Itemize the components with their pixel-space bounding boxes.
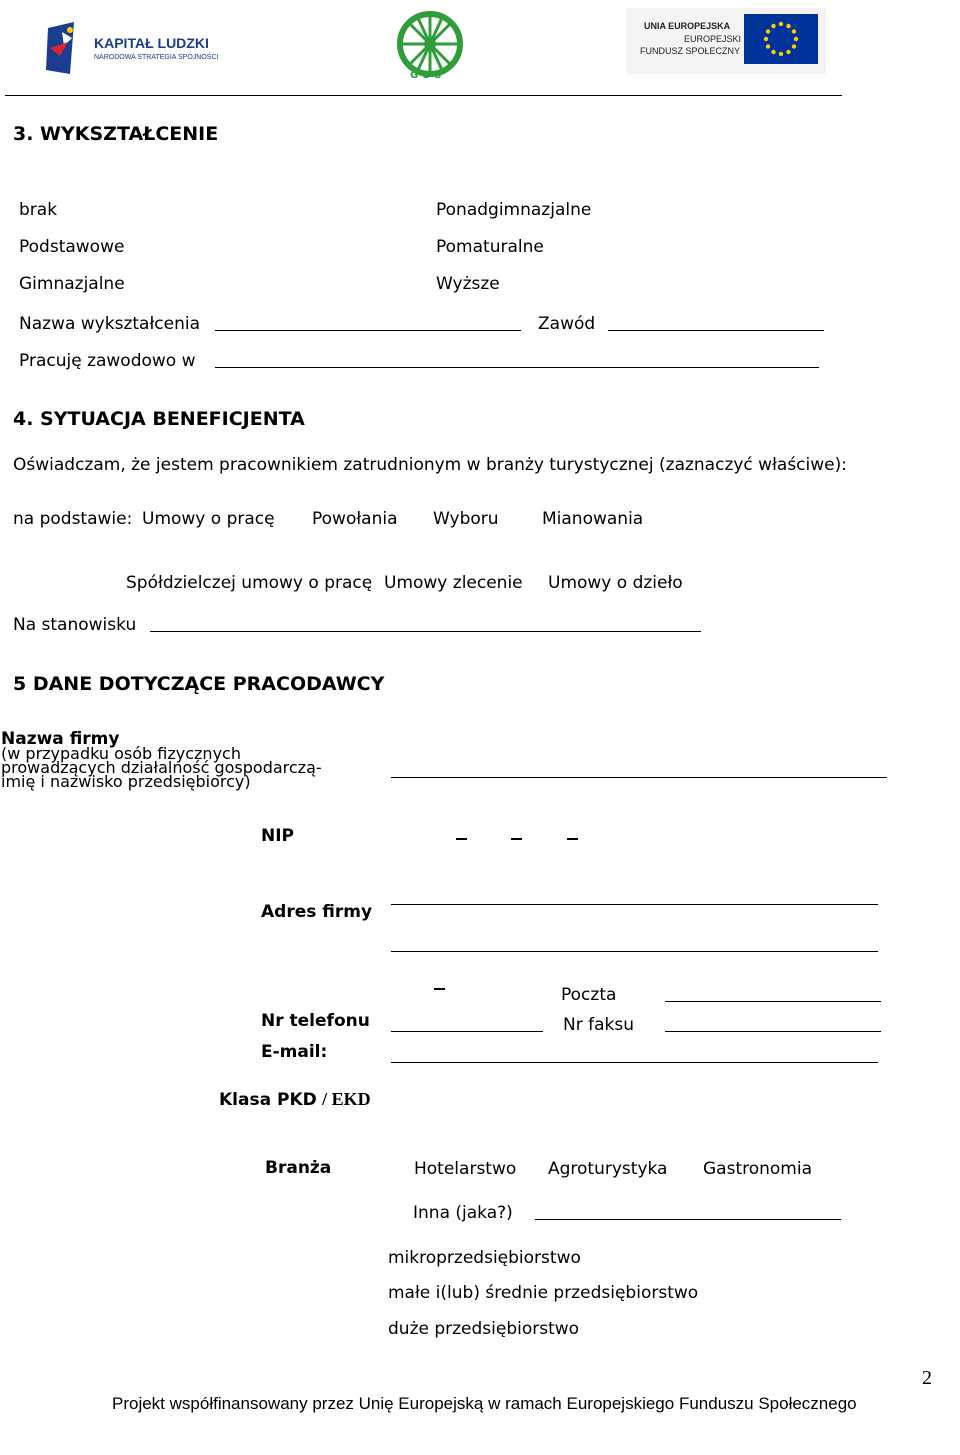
basis-option-mianowania[interactable]: Mianowania xyxy=(542,509,644,529)
size-option-large[interactable]: duże przedsiębiorstwo xyxy=(388,1319,580,1339)
email-field[interactable] xyxy=(391,1062,878,1063)
eu-star-icon xyxy=(771,24,775,28)
section-5-title: 5 DANE DOTYCZĄCE PRACODAWCY xyxy=(13,673,385,695)
eu-logo-line3: FUNDUSZ SPOŁECZNY xyxy=(640,46,741,56)
header-divider xyxy=(5,95,842,96)
education-option-wyzsze[interactable]: Wyższe xyxy=(436,274,500,294)
basis-option-zlecenie[interactable]: Umowy zlecenie xyxy=(384,573,523,593)
basis-label: na podstawie: xyxy=(13,509,133,529)
employment-statement: Oświadczam, że jestem pracownikiem zatrudnionym w branży turystycznej (zaznaczyć właściwe): xyxy=(13,455,847,475)
ekd-label: / EKD xyxy=(322,1089,371,1109)
company-name-note-1: (w przypadku osób fizycznych xyxy=(1,744,241,763)
email-label: E-mail: xyxy=(261,1042,328,1062)
education-option-podstawowe[interactable]: Podstawowe xyxy=(19,237,125,257)
education-option-gimnazjalne[interactable]: Gimnazjalne xyxy=(19,274,125,294)
page-number: 2 xyxy=(922,1367,932,1389)
post-office-label: Poczta xyxy=(561,985,617,1005)
position-label: Na stanowisku xyxy=(13,615,137,635)
kapital-ludzki-emblem-icon xyxy=(42,20,82,76)
fax-label: Nr faksu xyxy=(563,1015,634,1035)
basis-option-wyboru[interactable]: Wyboru xyxy=(433,509,499,529)
address-field-line-2[interactable] xyxy=(391,951,878,952)
work-place-field[interactable] xyxy=(215,367,819,368)
basis-option-powolania[interactable]: Powołania xyxy=(312,509,398,529)
gos-logo-text: G·O·S xyxy=(410,70,442,81)
company-name-note-2: prowadzących działalność gospodarczą- xyxy=(1,758,322,777)
profession-field[interactable] xyxy=(608,330,824,331)
basis-option-umowa-o-prace[interactable]: Umowy o pracę xyxy=(142,509,275,529)
industry-other-field[interactable] xyxy=(535,1219,841,1220)
phone-field[interactable] xyxy=(391,1031,543,1032)
phone-label: Nr telefonu xyxy=(261,1011,370,1031)
eu-star-icon xyxy=(771,50,775,54)
company-name-field[interactable] xyxy=(391,777,887,778)
eu-star-icon xyxy=(779,22,783,26)
nip-label: NIP xyxy=(261,826,295,846)
pkd-label: Klasa PKD xyxy=(219,1090,317,1110)
education-option-brak[interactable]: brak xyxy=(19,200,58,220)
gos-logo xyxy=(392,10,468,86)
address-field-line-1[interactable] xyxy=(391,904,878,905)
work-place-label: Pracuję zawodowo w xyxy=(19,351,196,371)
education-option-pomaturalne[interactable]: Pomaturalne xyxy=(436,237,544,257)
kapital-ludzki-subtitle: NARODOWA STRATEGIA SPÓJNOŚCI xyxy=(94,54,219,61)
eu-star-icon xyxy=(792,29,796,33)
industry-option-gastronomia[interactable]: Gastronomia xyxy=(703,1159,813,1179)
eu-star-icon xyxy=(792,44,796,48)
eu-star-icon xyxy=(779,52,783,56)
kapital-ludzki-title: KAPITAŁ LUDZKI xyxy=(94,35,209,51)
industry-option-agroturystyka[interactable]: Agroturystyka xyxy=(548,1159,668,1179)
address-label: Adres firmy xyxy=(261,902,373,922)
eu-flag-icon xyxy=(744,14,818,64)
degree-name-field[interactable] xyxy=(215,330,521,331)
industry-label: Branża xyxy=(265,1158,332,1178)
eu-star-icon xyxy=(786,24,790,28)
post-office-field[interactable] xyxy=(665,1001,881,1002)
education-option-ponadgimnazjalne[interactable]: Ponadgimnazjalne xyxy=(436,200,592,220)
profession-label: Zawód xyxy=(538,314,596,334)
pkd-ekd-label xyxy=(219,1089,371,1110)
postal-code-separator xyxy=(434,988,445,990)
footer-cofinancing-note: Projekt współfinansowany przez Unię Europejską w ramach Europejskiego Funduszu Społecznego xyxy=(112,1394,857,1413)
eu-logo-line1: UNIA EUROPEJSKA xyxy=(644,21,731,31)
nip-separator-2 xyxy=(511,838,522,840)
kapital-ludzki-logo xyxy=(42,18,242,78)
eu-star-icon xyxy=(766,44,770,48)
section-4-title: 4. SYTUACJA BENEFICJENTA xyxy=(13,408,305,430)
position-field[interactable] xyxy=(150,631,701,632)
size-option-small-medium[interactable]: małe i(lub) średnie przedsiębiorstwo xyxy=(388,1283,699,1303)
section-3-title: 3. WYKSZTAŁCENIE xyxy=(13,123,219,145)
eu-star-icon xyxy=(794,37,798,41)
industry-other-label[interactable]: Inna (jaka?) xyxy=(413,1203,513,1223)
eu-star-icon xyxy=(786,50,790,54)
eu-star-icon xyxy=(764,37,768,41)
company-name-label: Nazwa firmy xyxy=(1,729,120,749)
industry-option-hotelarstwo[interactable]: Hotelarstwo xyxy=(414,1159,517,1179)
eu-logo xyxy=(626,8,826,74)
fax-field[interactable] xyxy=(665,1031,881,1032)
size-option-micro[interactable]: mikroprzedsiębiorstwo xyxy=(388,1248,581,1268)
nip-separator-1 xyxy=(456,838,467,840)
company-name-note-3: imię i nazwisko przedsiębiorcy) xyxy=(1,772,251,791)
degree-name-label: Nazwa wykształcenia xyxy=(19,314,201,334)
nip-separator-3 xyxy=(567,838,578,840)
basis-option-dzielo[interactable]: Umowy o dzieło xyxy=(548,573,683,593)
eu-logo-line2: EUROPEJSKI xyxy=(684,34,742,44)
eu-star-icon xyxy=(766,29,770,33)
basis-option-spoldzielcza[interactable]: Spółdzielczej umowy o pracę xyxy=(126,573,373,593)
